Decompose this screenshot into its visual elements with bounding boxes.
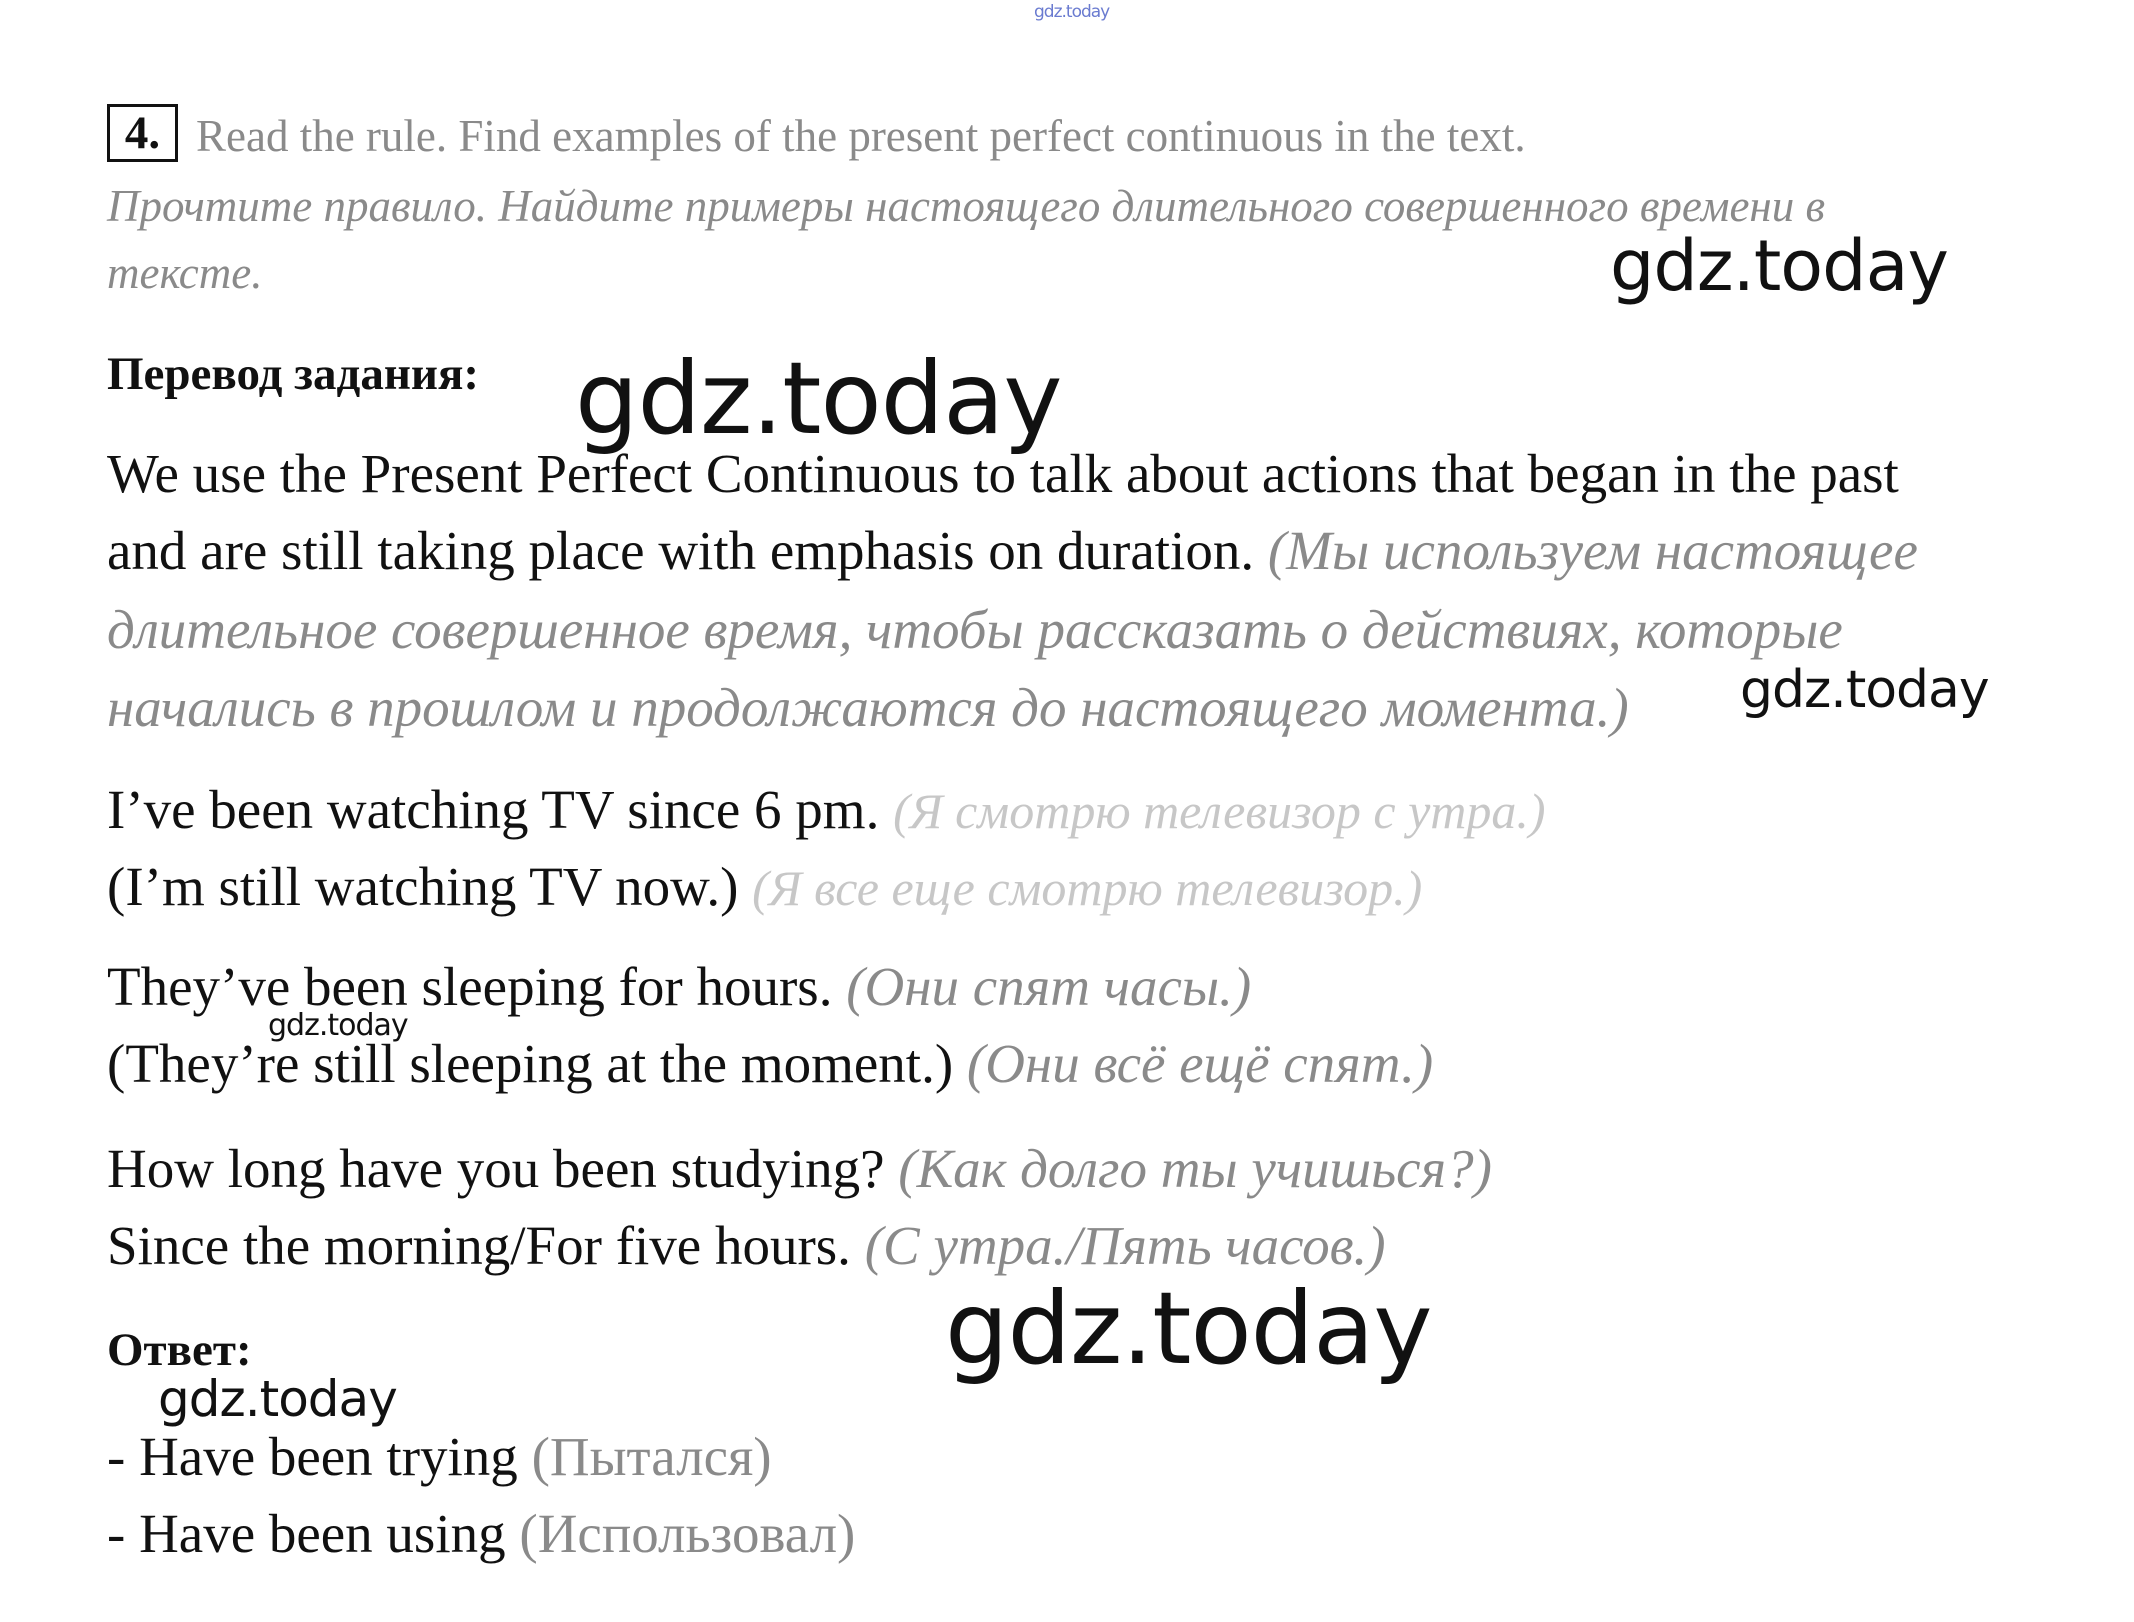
example-4 xyxy=(107,1032,1433,1095)
answer-item-1-en: - Have been trying xyxy=(107,1426,518,1487)
example-4-en: (They’re still sleeping at the moment.) xyxy=(107,1033,954,1094)
example-3-en: They’ve been sleeping for hours. xyxy=(107,956,833,1017)
answer-item-1 xyxy=(107,1425,772,1488)
rule-line-3-ru: длительное совершенное время, чтобы рассказать о действиях, которые xyxy=(107,599,1843,660)
example-2-en: (I’m still watching TV now.) xyxy=(107,856,739,917)
example-5 xyxy=(107,1137,1492,1200)
watermark-top: gdz.today xyxy=(1034,2,1110,22)
rule-line-2 xyxy=(107,519,1918,582)
example-5-ru: (Как долго ты учишься?) xyxy=(898,1138,1492,1199)
task-instruction-ru-line2: тексте. xyxy=(107,248,263,298)
rule-line-4-ru: начались в прошлом и продолжаются до настоящего момента.) xyxy=(107,677,1629,738)
example-6 xyxy=(107,1214,1386,1277)
example-1 xyxy=(107,778,1546,841)
rule-line-2-ru: (Мы используем настоящее xyxy=(1267,520,1918,581)
watermark: gdz.today xyxy=(945,1270,1432,1387)
answer-item-1-ru: (Пытался) xyxy=(531,1426,772,1487)
watermark: gdz.today xyxy=(1610,225,1948,307)
example-6-ru: (С утра./Пять часов.) xyxy=(864,1215,1386,1276)
watermark: gdz.today xyxy=(1740,660,1989,720)
rule-line-1: We use the Present Perfect Continuous to talk about actions that began in the past xyxy=(107,443,1899,504)
example-1-ru: (Я смотрю телевизор с утра.) xyxy=(893,783,1546,839)
example-3-ru: (Они спят часы.) xyxy=(846,956,1252,1017)
watermark: gdz.today xyxy=(268,1008,408,1043)
example-1-en: I’ve been watching TV since 6 pm. xyxy=(107,779,880,840)
example-4-ru: (Они всё ещё спят.) xyxy=(966,1033,1434,1094)
example-2-ru: (Я все еще смотрю телевизор.) xyxy=(752,860,1423,916)
task-number: 4. xyxy=(107,104,178,162)
answer-item-2-ru: (Использовал) xyxy=(519,1503,856,1564)
answer-heading: Ответ: xyxy=(107,1324,252,1376)
example-2 xyxy=(107,855,1422,918)
answer-item-2-en: - Have been using xyxy=(107,1503,506,1564)
task-instruction-ru-line1: Прочтите правило. Найдите примеры настоящего длительного совершенного времени в xyxy=(107,181,1826,231)
example-6-en: Since the morning/For five hours. xyxy=(107,1215,851,1276)
answer-item-2 xyxy=(107,1502,855,1565)
example-5-en: How long have you been studying? xyxy=(107,1138,885,1199)
rule-line-2-en: and are still taking place with emphasis on duration. xyxy=(107,520,1255,581)
translation-heading: Перевод задания: xyxy=(107,348,480,400)
watermark: gdz.today xyxy=(158,1370,397,1428)
task-instruction-en: Read the rule. Find examples of the present perfect continuous in the text. xyxy=(196,111,1526,161)
watermark: gdz.today xyxy=(575,340,1062,457)
